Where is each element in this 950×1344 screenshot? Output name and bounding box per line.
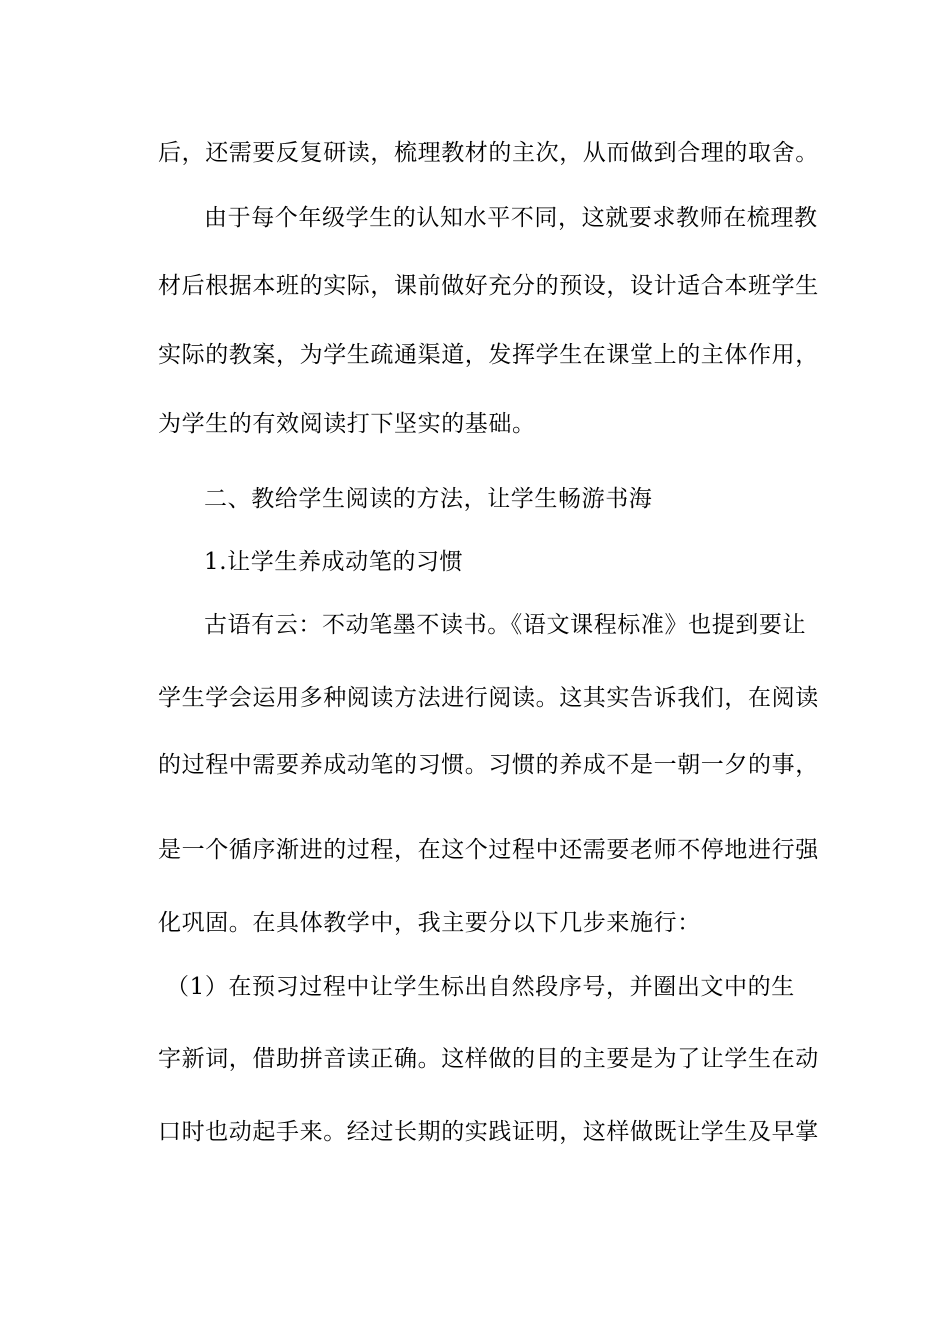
paragraph-line: 古语有云：不动笔墨不读书。《语文课程标准》也提到要让 [204,612,807,638]
section-heading: 二、教给学生阅读的方法，让学生畅游书海 [204,486,653,512]
paragraph-line: 后，还需要反复研读，梳理教材的主次，从而做到合理的取舍。 [158,140,819,166]
paragraph-line: 字新词，借助拼音读正确。这样做的目的主要是为了让学生在动 [158,1046,819,1072]
paragraph-line: 的过程中需要养成动笔的习惯。习惯的养成不是一朝一夕的事， [158,752,819,778]
list-item-line: （1）在预习过程中让学生标出自然段序号，并圈出文中的生 [166,974,795,1000]
paragraph-line: 学生学会运用多种阅读方法进行阅读。这其实告诉我们，在阅读 [158,685,819,711]
paragraph-line: 由于每个年级学生的认知水平不同，这就要求教师在梳理教 [204,205,818,231]
subsection-heading: 1.让学生养成动笔的习惯 [204,549,464,575]
paragraph-line: 为学生的有效阅读打下坚实的基础。 [158,411,536,437]
paragraph-line: 材后根据本班的实际，课前做好充分的预设，设计适合本班学生 [158,273,819,299]
paragraph-line: 是一个循序渐进的过程，在这个过程中还需要老师不停地进行强 [158,837,819,863]
paragraph-line: 化巩固。在具体教学中，我主要分以下几步来施行： [158,910,701,936]
paragraph-line: 口时也动起手来。经过长期的实践证明，这样做既让学生及早掌 [158,1119,819,1145]
paragraph-line: 实际的教案，为学生疏通渠道，发挥学生在课堂上的主体作用， [158,342,819,368]
